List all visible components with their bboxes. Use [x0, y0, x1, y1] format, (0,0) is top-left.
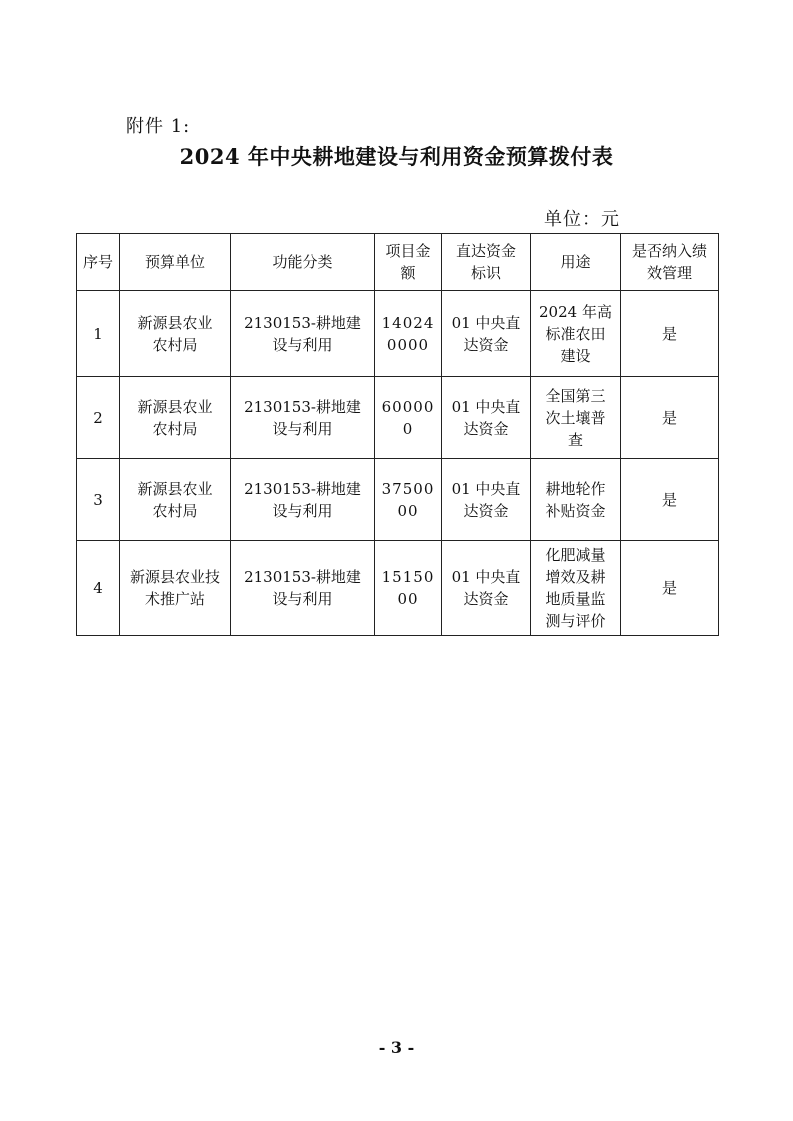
header-amount: 项目金额: [375, 234, 442, 291]
cell-perf: 是: [621, 459, 719, 541]
header-purpose: 用途: [531, 234, 621, 291]
header-no: 序号: [77, 234, 120, 291]
header-flag: 直达资金标识: [442, 234, 531, 291]
cell-category: 2130153-耕地建设与利用: [231, 541, 375, 636]
cell-amount: 3750000: [375, 459, 442, 541]
cell-flag: 01 中央直达资金: [442, 377, 531, 459]
cell-amount: 600000: [375, 377, 442, 459]
cell-purpose: 化肥减量增效及耕地质量监测与评价: [531, 541, 621, 636]
unit-label: 单位：元: [544, 209, 620, 230]
cell-no: 1: [77, 291, 120, 377]
table-row: [77, 459, 719, 541]
cell-unit: 新源县农业农村局: [120, 377, 231, 459]
header-category: 功能分类: [231, 234, 375, 291]
cell-category: 2130153-耕地建设与利用: [231, 459, 375, 541]
table-row: [77, 541, 719, 636]
cell-unit: 新源县农业技术推广站: [120, 541, 231, 636]
cell-amount: 1515000: [375, 541, 442, 636]
cell-purpose: 耕地轮作补贴资金: [531, 459, 621, 541]
document-title: 2024 年中央耕地建设与利用资金预算拨付表: [179, 144, 614, 169]
cell-flag: 01 中央直达资金: [442, 541, 531, 636]
budget-table: [76, 233, 719, 636]
header-unit: 预算单位: [120, 234, 231, 291]
header-perf: 是否纳入绩效管理: [621, 234, 719, 291]
cell-perf: 是: [621, 377, 719, 459]
page-number: - 3 -: [378, 1038, 415, 1057]
cell-flag: 01 中央直达资金: [442, 291, 531, 377]
cell-no: 2: [77, 377, 120, 459]
cell-no: 3: [77, 459, 120, 541]
cell-category: 2130153-耕地建设与利用: [231, 377, 375, 459]
cell-category: 2130153-耕地建设与利用: [231, 291, 375, 377]
cell-purpose: 全国第三次土壤普查: [531, 377, 621, 459]
cell-amount: 140240000: [375, 291, 442, 377]
cell-perf: 是: [621, 541, 719, 636]
attachment-label: 附件 1:: [126, 116, 191, 137]
cell-perf: 是: [621, 291, 719, 377]
cell-unit: 新源县农业农村局: [120, 291, 231, 377]
table-row: [77, 291, 719, 377]
table-row: [77, 377, 719, 459]
cell-purpose: 2024 年高标准农田建设: [531, 291, 621, 377]
table-header-row: [77, 234, 719, 291]
cell-flag: 01 中央直达资金: [442, 459, 531, 541]
cell-no: 4: [77, 541, 120, 636]
cell-unit: 新源县农业农村局: [120, 459, 231, 541]
